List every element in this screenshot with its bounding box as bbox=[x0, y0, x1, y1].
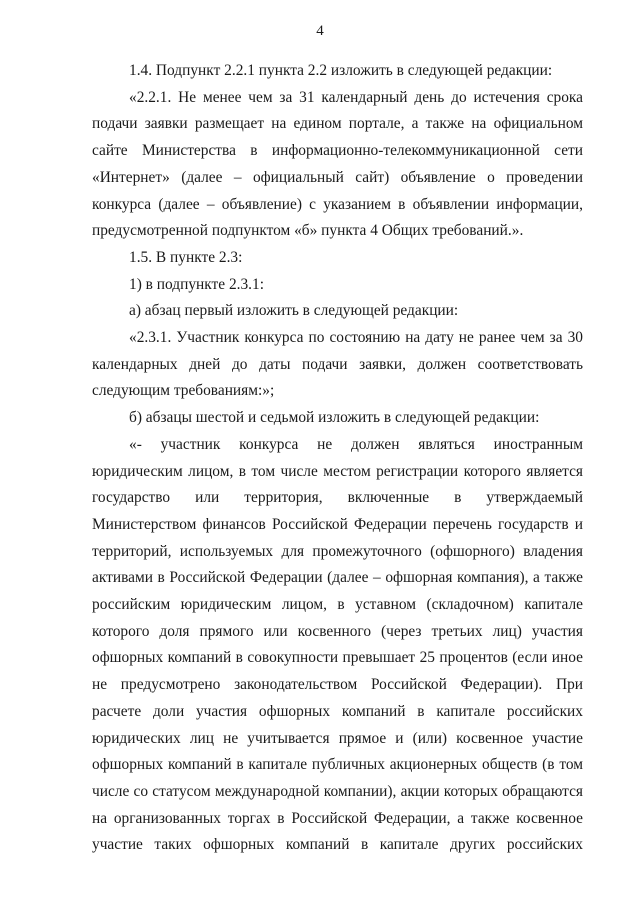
paragraph-1-4-intro: 1.4. Подпункт 2.2.1 пункта 2.2 изложить в следующей редакции: bbox=[129, 62, 553, 79]
paragraph-2-3-1-text: «2.3.1. Участник конкурса по состоянию на дату не ранее чем за 30 календарных дней до даты подачи заявки, должен соответствовать следующим требованиям:»; bbox=[92, 329, 583, 400]
document-body bbox=[92, 58, 583, 859]
paragraph-subpoint-b: б) абзацы шестой и седьмой изложить в следующей редакции: bbox=[129, 409, 540, 427]
paragraph-subpoint-a: а) абзац первый изложить в следующей редакции: bbox=[129, 302, 459, 320]
paragraph-offshore-requirement: «- участник конкурса не должен являться иностранным юридическим лицом, в том числе местом регистрации которого является государство или территория, включенные в утверждаемый Министерством финансов Российской Федерации перечень государств и территорий, используемых для промежуточного (офшорного) владения активами в Российской Федерации (далее – офшорная компания), а также российским юридическим лицом, в уставном (складочном) капитале которого доля прямого или косвенного (через третьих лиц) участия офшорных компаний в совокупности превышает 25 процентов (если иное не предусмотрено законодательством Российской Федерации). При расчете доли участия офшорных компаний в капитале российских юридических лиц не учитывается прямое и (или) косвенное участие офшорных компаний в капитале публичных акционерных обществ (в том числе со статусом международной компании), акции которых обращаются на организованных торгах в Российской Федерации, а также косвенное участие таких офшорных компаний в капитале других российских bbox=[92, 435, 583, 854]
paragraph-subpoint-1: 1) в подпункте 2.3.1: bbox=[129, 275, 265, 293]
paragraph-1-5-intro: 1.5. В пункте 2.3: bbox=[129, 248, 243, 266]
paragraph-2-2-1-text: «2.2.1. Не менее чем за 31 календарный день до истечения срока подачи заявки размещает на едином портале, а также на официальном сайте Министерства в информационно-телекоммуникационной сети «Интернет» (далее – официальный сайт) объявление о проведении конкурса (далее – объявление) с указанием в объявлении информации, предусмотренной подпунктом «б» пункта 4 Общих требований.». bbox=[92, 88, 583, 240]
page-number: 4 bbox=[316, 23, 324, 39]
